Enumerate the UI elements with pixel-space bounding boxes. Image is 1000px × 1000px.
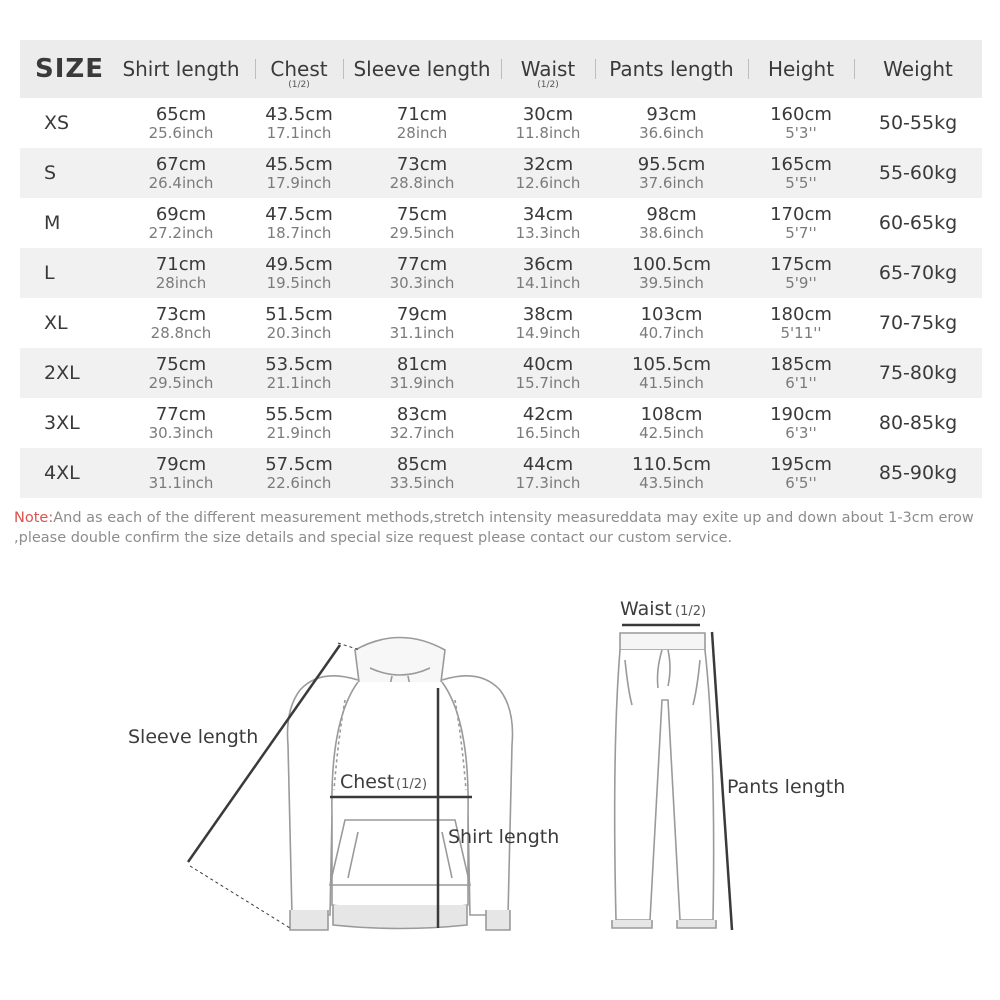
shirt-inch-value: 28inch: [155, 273, 207, 292]
waist-cm-value: 30cm: [522, 103, 574, 125]
height-inch-value: 5'11'': [780, 323, 822, 342]
chest-cell: [255, 305, 343, 342]
waist-cm-value: 34cm: [522, 203, 574, 225]
height-cm-value: 180cm: [770, 303, 832, 325]
header-weight: [854, 58, 982, 80]
pants-inch-value: 36.6inch: [639, 123, 704, 142]
chest-inch-value: 21.1inch: [266, 373, 332, 392]
chest-inch-value: 17.1inch: [266, 123, 332, 142]
shirt-inch-value: 25.6inch: [148, 123, 214, 142]
height-inch-value: 5'3'': [785, 123, 817, 142]
sleeve-cm-value: 81cm: [396, 353, 448, 375]
pants-cm-value: 100.5cm: [632, 253, 711, 275]
sleeve-inch-value: 31.1inch: [389, 323, 455, 342]
height-cm-value: 195cm: [770, 453, 832, 475]
pants-inch-value: 41.5inch: [639, 373, 704, 392]
table-row: [20, 448, 982, 498]
header-chest: [255, 57, 343, 90]
size-cell: 4XL: [44, 462, 80, 484]
chest-cm-value: 49.5cm: [265, 253, 333, 275]
table-row: [20, 198, 982, 248]
sleeve-cell: [343, 355, 501, 392]
pants-inch-value: 43.5inch: [639, 473, 704, 492]
pants-cm-value: 103cm: [640, 303, 703, 325]
size-chart-table: [20, 40, 982, 498]
header-height: [748, 58, 854, 80]
waist-cell: [501, 305, 595, 342]
pants-inch-value: 40.7inch: [639, 323, 704, 342]
pants-cell: [595, 105, 748, 142]
shirt-cm-value: 65cm: [155, 103, 207, 125]
shirt-inch-value: 28.8nch: [150, 323, 212, 342]
waist-cm-value: 44cm: [522, 453, 574, 475]
chest-cm-value: 51.5cm: [265, 303, 333, 325]
height-cell: [748, 455, 854, 492]
pants-inch-value: 42.5inch: [639, 423, 704, 442]
table-row: [20, 148, 982, 198]
waist-inch-value: 15.7inch: [515, 373, 581, 392]
chest-cell: [255, 155, 343, 192]
sleeve-inch-value: 29.5inch: [389, 223, 455, 242]
shirt-cm-value: 71cm: [155, 253, 207, 275]
height-inch-value: 6'5'': [785, 473, 817, 492]
sleeve-cell: [343, 255, 501, 292]
chest-cell: [255, 405, 343, 442]
shirt-inch-value: 27.2inch: [148, 223, 214, 242]
pants-drawing: [612, 633, 716, 928]
height-inch-value: 5'5'': [785, 173, 817, 192]
height-cell: [748, 205, 854, 242]
shirt-cm-value: 69cm: [155, 203, 207, 225]
weight-cell: 65-70kg: [878, 262, 958, 284]
height-cell: [748, 355, 854, 392]
header-label: Weight: [883, 57, 953, 81]
size-cell: XS: [44, 112, 70, 134]
shirt-cell: [107, 405, 255, 442]
shirt-cm-value: 79cm: [155, 453, 207, 475]
sleeve-cm-value: 85cm: [396, 453, 448, 475]
chest-cm-value: 55.5cm: [265, 403, 333, 425]
shirt-length-label: Shirt length: [448, 826, 560, 848]
table-row: [20, 348, 982, 398]
shirt-cm-value: 67cm: [155, 153, 207, 175]
sleeve-cm-value: 71cm: [396, 103, 448, 125]
waist-cm-value: 42cm: [522, 403, 574, 425]
height-cm-value: 175cm: [770, 253, 832, 275]
waist-cell: [501, 155, 595, 192]
height-cell: [748, 255, 854, 292]
header-label: Height: [767, 57, 835, 81]
pants-cm-value: 105.5cm: [632, 353, 711, 375]
pants-inch-value: 38.6inch: [639, 223, 704, 242]
chest-inch-value: 22.6inch: [266, 473, 332, 492]
chest-inch-value: 18.7inch: [266, 223, 332, 242]
sleeve-cell: [343, 155, 501, 192]
table-row: [20, 398, 982, 448]
pants-cm-value: 98cm: [646, 203, 697, 225]
waist-cell: [501, 255, 595, 292]
sleeve-cell: [343, 405, 501, 442]
waist-cm-value: 36cm: [522, 253, 574, 275]
waist-cell: [501, 405, 595, 442]
pants-cell: [595, 455, 748, 492]
height-inch-value: 5'7'': [785, 223, 817, 242]
height-cell: [748, 305, 854, 342]
pants-cm-value: 108cm: [640, 403, 703, 425]
waist-sub-label: (1/2): [675, 604, 707, 619]
pants-cm-value: 95.5cm: [637, 153, 706, 175]
size-cell: S: [44, 162, 57, 184]
height-cell: [748, 105, 854, 142]
chest-cm-value: 43.5cm: [265, 103, 333, 125]
header-pants-length: [595, 58, 748, 80]
pants-cell: [595, 155, 748, 192]
table-row: [20, 298, 982, 348]
chest-label: Chest: [340, 771, 395, 793]
size-cell: M: [44, 212, 61, 234]
header-label: Sleeve length: [353, 57, 491, 81]
pants-cm-value: 93cm: [646, 103, 697, 125]
sleeve-inch-value: 28inch: [396, 123, 448, 142]
waist-cell: [501, 105, 595, 142]
header-waist: [501, 57, 595, 90]
shirt-inch-value: 26.4inch: [148, 173, 214, 192]
sleeve-length-label: Sleeve length: [128, 726, 259, 748]
chest-cell: [255, 355, 343, 392]
chest-sub-label: (1/2): [396, 777, 428, 792]
pants-cell: [595, 405, 748, 442]
chest-cell: [255, 255, 343, 292]
table-row: [20, 248, 982, 298]
header-sub: (1/2): [288, 80, 310, 90]
measurement-illustration: [0, 580, 1000, 1000]
pants-cell: [595, 255, 748, 292]
chest-cell: [255, 105, 343, 142]
height-cell: [748, 155, 854, 192]
height-cm-value: 190cm: [770, 403, 832, 425]
pants-inch-value: 39.5inch: [639, 273, 704, 292]
pants-cm-value: 110.5cm: [632, 453, 711, 475]
sleeve-cell: [343, 205, 501, 242]
shirt-cell: [107, 305, 255, 342]
waist-inch-value: 13.3inch: [515, 223, 581, 242]
size-cell: 2XL: [44, 362, 80, 384]
sleeve-inch-value: 32.7inch: [389, 423, 455, 442]
size-cell: XL: [44, 312, 68, 334]
shirt-inch-value: 29.5inch: [148, 373, 214, 392]
shirt-cm-value: 77cm: [155, 403, 207, 425]
waist-inch-value: 17.3inch: [515, 473, 581, 492]
chest-cm-value: 53.5cm: [265, 353, 333, 375]
weight-cell: 80-85kg: [878, 412, 958, 434]
pants-cell: [595, 355, 748, 392]
chest-inch-value: 20.3inch: [266, 323, 332, 342]
chest-cm-value: 57.5cm: [265, 453, 333, 475]
chest-inch-value: 17.9inch: [266, 173, 332, 192]
weight-cell: 70-75kg: [878, 312, 958, 334]
sleeve-cm-value: 73cm: [396, 153, 448, 175]
pants-length-label: Pants length: [727, 776, 846, 798]
size-note: [14, 508, 989, 548]
weight-cell: 85-90kg: [878, 462, 958, 484]
sleeve-cell: [343, 105, 501, 142]
height-inch-value: 6'3'': [785, 423, 817, 442]
height-cm-value: 185cm: [770, 353, 832, 375]
waist-cm-value: 40cm: [522, 353, 574, 375]
sleeve-inch-value: 30.3inch: [389, 273, 455, 292]
header-label: Pants length: [609, 57, 734, 81]
waist-inch-value: 11.8inch: [515, 123, 581, 142]
height-cell: [748, 405, 854, 442]
waist-inch-value: 16.5inch: [515, 423, 581, 442]
header-size: SIZE: [35, 54, 105, 84]
table-body: [20, 98, 982, 498]
sleeve-cell: [343, 455, 501, 492]
weight-cell: 55-60kg: [878, 162, 958, 184]
table-header: [20, 40, 982, 98]
pants-cell: [595, 205, 748, 242]
note-label: Note:: [14, 510, 54, 526]
height-cm-value: 170cm: [770, 203, 832, 225]
header-sub: (1/2): [537, 80, 559, 90]
waist-inch-value: 14.1inch: [515, 273, 581, 292]
sleeve-inch-value: 31.9inch: [389, 373, 455, 392]
shirt-cm-value: 75cm: [155, 353, 207, 375]
waist-cm-value: 38cm: [522, 303, 574, 325]
chest-cm-value: 45.5cm: [265, 153, 333, 175]
shirt-cell: [107, 355, 255, 392]
shirt-inch-value: 31.1inch: [148, 473, 214, 492]
table-row: [20, 98, 982, 148]
waist-cm-value: 32cm: [522, 153, 574, 175]
waist-inch-value: 12.6inch: [515, 173, 581, 192]
waist-cell: [501, 205, 595, 242]
weight-cell: 75-80kg: [878, 362, 958, 384]
pants-cell: [595, 305, 748, 342]
sleeve-cm-value: 83cm: [396, 403, 448, 425]
sleeve-inch-value: 33.5inch: [389, 473, 455, 492]
sleeve-cell: [343, 305, 501, 342]
sleeve-cm-value: 79cm: [396, 303, 448, 325]
header-label: Chest: [270, 57, 328, 81]
shirt-cm-value: 73cm: [155, 303, 207, 325]
size-cell: L: [44, 262, 55, 284]
note-text: And as each of the different measurement methods,stretch intensity measureddata may exite up and down about 1-3cm erow ,please double confirm the size details and special size request please contact our custom service.: [14, 510, 974, 546]
shirt-cell: [107, 105, 255, 142]
waist-cell: [501, 355, 595, 392]
waist-inch-value: 14.9inch: [515, 323, 581, 342]
chest-cm-value: 47.5cm: [265, 203, 333, 225]
chest-inch-value: 19.5inch: [266, 273, 332, 292]
weight-cell: 50-55kg: [878, 112, 958, 134]
shirt-cell: [107, 455, 255, 492]
height-cm-value: 165cm: [770, 153, 832, 175]
shirt-cell: [107, 205, 255, 242]
pants-inch-value: 37.6inch: [639, 173, 704, 192]
waist-cell: [501, 455, 595, 492]
waist-label: Waist: [620, 598, 672, 620]
shirt-cell: [107, 155, 255, 192]
chest-inch-value: 21.9inch: [266, 423, 332, 442]
sleeve-cm-value: 75cm: [396, 203, 448, 225]
header-sleeve-length: [343, 58, 501, 80]
header-shirt-length: [107, 58, 255, 80]
height-inch-value: 5'9'': [785, 273, 817, 292]
size-cell: 3XL: [44, 412, 80, 434]
header-label: Shirt length: [122, 57, 240, 81]
shirt-inch-value: 30.3inch: [148, 423, 214, 442]
height-inch-value: 6'1'': [785, 373, 817, 392]
chest-cell: [255, 205, 343, 242]
shirt-cell: [107, 255, 255, 292]
sleeve-cm-value: 77cm: [396, 253, 448, 275]
weight-cell: 60-65kg: [878, 212, 958, 234]
chest-cell: [255, 455, 343, 492]
height-cm-value: 160cm: [770, 103, 832, 125]
sleeve-inch-value: 28.8inch: [389, 173, 455, 192]
header-label: Waist: [520, 57, 576, 81]
